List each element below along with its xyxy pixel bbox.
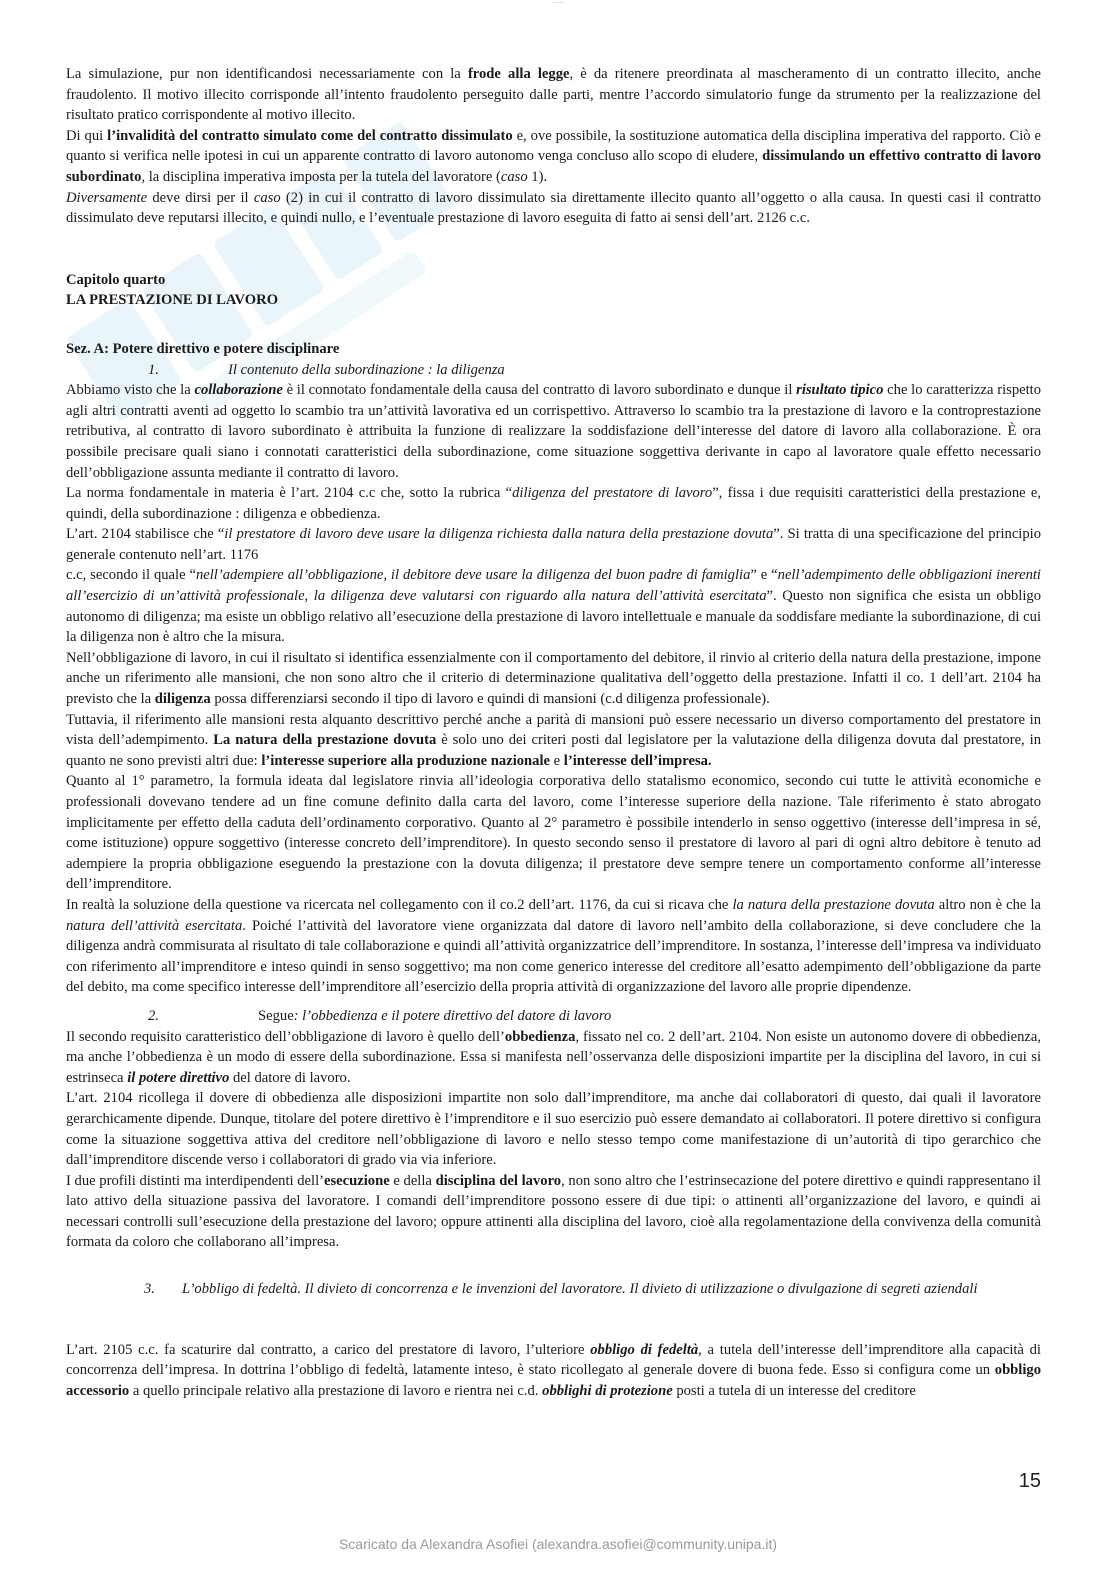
paragraph-12: Il secondo requisito caratteristico dell’obbligazione di lavoro è quello dell’obbedienza, fissato nel co. 2 dell’art. 2104. Non esiste un autonomo dovere di obbedienza, ma anche l’obbedienza è un modo di essere della subordinazione. Essa si manifesta nell’osservanza delle disposizioni impartite per la disciplina del lavoro, in cui si estrinseca il potere direttivo del datore di lavoro. <box>66 1028 1041 1086</box>
paragraph-15: L’art. 2105 c.c. fa scaturire dal contratto, a carico del prestatore di lavoro, l’ulteriore obbligo di fedeltà, a tutela dell’interesse dell’imprenditore alla capacità di concorrenza dell’impresa. In dottrina l’obbligo di fedeltà, latamente inteso, è stato ricollegato al generale dovere di buona fede. Esso si configura come un obbligo accessorio a quello principale relativo alla prestazione di lavoro e rientra nei c.d. obblighi di protezione posti a tutela di un interesse del creditore <box>66 1341 1041 1399</box>
paragraph-13: L’art. 2104 ricollega il dovere di obbedienza alle disposizioni impartite non solo dall’imprenditore, ma anche dai collaboratori di questo, dai quali il lavoratore gerarchicamente dipende. Dunque, titolare del potere direttivo è l’imprenditore e il suo esercizio può essere demandato ai collaboratori. Il potere direttivo si configura come la situazione soggettiva attiva del creditore nell’obbligazione di lavoro e nello stesso tempo come manifestazione di un’autorità di tipo gerarchico che dall’imprenditore discende verso i collaboratori di grado via via inferiore. <box>66 1090 1041 1169</box>
paragraph-5: La norma fondamentale in materia è l’art. 2104 c.c che, sotto la rubrica “diligenza del prestatore di lavoro”, fissa i due requisiti caratteristici della prestazione e, quindi, della subordinazione : diligenza e obbedienza. <box>66 485 1041 522</box>
page-number: 15 <box>1018 1470 1041 1492</box>
paragraph-8: Nell’obbligazione di lavoro, in cui il risultato si identifica essenzialmente con il comportamento del debitore, il rinvio al criterio della natura della prestazione, impone anche un riferimento alle mansioni, che non sono altro che il criterio di determinazione qualitativa dell’oggetto della prestazione. Infatti il co. 1 dell’art. 2104 ha previsto che la diligenza possa differenziarsi secondo il tipo di lavoro e quindi di mansioni (c.d diligenza professionale). <box>66 649 1041 708</box>
download-footer: Scaricato da Alexandra Asofiei (alexandra.asofiei@community.unipa.it) <box>338 1536 778 1552</box>
heading-1: 1. Il contenuto della subordinazione : la diligenza <box>148 361 505 378</box>
paragraph-6: L’art. 2104 stabilisce che “il prestatore di lavoro deve usare la diligenza richiesta dalla natura della prestazione dovuta”. Si tratta di una specificazione del principio generale contenuto nell’art. 1176 <box>66 526 1041 563</box>
paragraph-3: Diversamente deve dirsi per il caso (2) in cui il contratto di lavoro dissimulato sia direttamente illecito quanto all’oggetto o alla causa. In questi casi il contratto dissimulato deve reputarsi illecito, e quindi nullo, e l’eventuale prestazione di lavoro eseguita di fatto ai sensi dell’art. 2126 c.c. <box>66 189 1041 227</box>
heading-3: 3. L’obbligo di fedeltà. Il divieto di concorrenza e le invenzioni del lavoratore. Il divieto di utilizzazione o divulgazione di segreti aziendali <box>144 1281 978 1298</box>
document-body <box>66 64 1041 1401</box>
chapter-title: LA PRESTAZIONE DI LAVORO <box>66 292 279 309</box>
paragraph-11: In realtà la soluzione della questione va ricercata nel collegamento con il co.2 dell’art. 1176, da cui si ricava che la natura della prestazione dovuta altro non è che la natura dell’attività esercitata. Poiché l’attività del lavoratore viene organizzata dal datore di lavoro nell’ambito della collaborazione, si deve concludere che la diligenza andrà commisurata al risultato di tale collaborazione e quindi all’attività organizzatrice dell’imprenditore. In sostanza, l’interesse dell’impresa va individuato con riferimento all’imprenditore e inteso quindi in senso soggettivo; ma non come generico interesse del creditore all’esatto adempimento dell’obbligazione da parte del debito, ma come specifico interesse dell’imprenditore all’esercizio della propria attività di organizzazione del lavoro alle proprie dipendenze. <box>66 896 1042 996</box>
paragraph-10: Quanto al 1° parametro, la formula ideata dal legislatore rinvia all’ideologia corporativa dello statalismo economico, secondo cui tutte le attività economiche e professionali dovevano tendere ad un fine comune definito dalla carta del lavoro, come l’interesse superiore della nazione. Tale riferimento è stato abrogato implicitamente per effetto della caduta dell’ordinamento corporativo. Quanto al 2° parametro è possibile intenderlo in senso oggettivo (interesse dell’impresa in sé, come istituzione) oppure soggettivo (interesse concreto dell’imprenditore). In questo secondo senso il prestatore di lavoro al pari di ogni altro debitore è tenuto ad adempiere la propria obbligazione eseguendo la prestazione con la dovuta diligenza; il prestatore deve sempre tenere un comportamento conforme all’interesse dell’imprenditore. <box>66 773 1041 893</box>
paragraph-1: La simulazione, pur non identificandosi necessariamente con la frode alla legge, è da ritenere preordinata al mascheramento di un contratto illecito, anche fraudolento. Il motivo illecito corrisponde all’intento fraudolento perseguito dalle parti, mentre l’accordo simulatorio funge da strumento per la realizzazione del risultato pratico corrispondente al motivo illecito. <box>66 66 1041 124</box>
heading-2: 2. Segue: l’obbedienza e il potere direttivo del datore di lavoro <box>148 1007 612 1024</box>
paragraph-14: I due profili distinti ma interdipendenti dell’esecuzione e della disciplina del lavoro, non sono altro che l’estrinsecazione del potere direttivo e quindi rappresentano il lato attivo della situazione passiva del lavoratore. I comandi dell’imprenditore possono essere di due tipi: o attinenti all’organizzazione del lavoro, e quindi ai necessari controlli sull’esecuzione della prestazione del lavoro; oppure attinenti alla disciplina del lavoro, cioè alla regolamentazione della convivenza della comunità formata da coloro che collaborano all’impresa. <box>66 1172 1041 1251</box>
paragraph-7: c.c, secondo il quale “nell’adempiere all’obbligazione, il debitore deve usare la diligenza del buon padre di famiglia” e “nell’adempimento delle obbligazioni inerenti all’esercizio di un’attività professionale, la diligenza deve valutarsi con riguardo alla natura dell’attività esercitata”. Questo non significa che esista un obbligo autonomo di diligenza; ma esiste un obbligo relativo all’esecuzione della prestazione di lavoro intellettuale e manuale da soddisfare mediante la subordinazione, di cui la diligenza non è altro che la misura. <box>66 567 1041 646</box>
header-mark: ~~~~~~~~ <box>550 0 565 4</box>
paragraph-9: Tuttavia, il riferimento alle mansioni resta alquanto descrittivo perché anche a parità di mansioni può essere necessario un diverso comportamento del prestatore in vista dell’adempimento. La natura della prestazione dovuta è solo uno dei criteri posti dal legislatore per la valutazione della diligenza dovuta dal prestatore, in quanto ne sono previsti altri due: l’interesse superiore alla produzione nazionale e l’interesse dell’impresa. <box>66 711 1042 769</box>
chapter-label: Capitolo quarto <box>66 271 166 288</box>
paragraph-4: Abbiamo visto che la collaborazione è il connotato fondamentale della causa del contratto di lavoro subordinato e dunque il risultato tipico che lo caratterizza rispetto agli altri contratti aventi ad oggetto lo scambio tra un’attività lavorativa ed un corrispettivo. Attraverso lo scambio tra la prestazione di lavoro e la controprestazione retributiva, al contratto di lavoro subordinato è attribuita la funzione di realizzare la soddisfazione dell’interesse del datore di lavoro alla collaborazione. È ora possibile precisare quali siano i connotati caratteristici della subordinazione, come situazione soggettiva derivante in capo al lavoratore quale effetto necessario dell’obbligazione assunta mediante il contratto di lavoro. <box>66 382 1042 481</box>
section-title: Sez. A: Potere direttivo e potere disciplinare <box>66 340 340 357</box>
paragraph-2: Di qui l’invalidità del contratto simulato come del contratto dissimulato e, ove possibile, la sostituzione automatica della disciplina imperativa del rapporto. Ciò e quanto si verifica nelle ipotesi in cui un apparente contratto di lavoro autonomo venga concluso allo scopo di eludere, dissimulando un effettivo contratto di lavoro subordinato, la disciplina imperativa imposta per la tutela del lavoratore (caso 1). <box>66 127 1042 185</box>
